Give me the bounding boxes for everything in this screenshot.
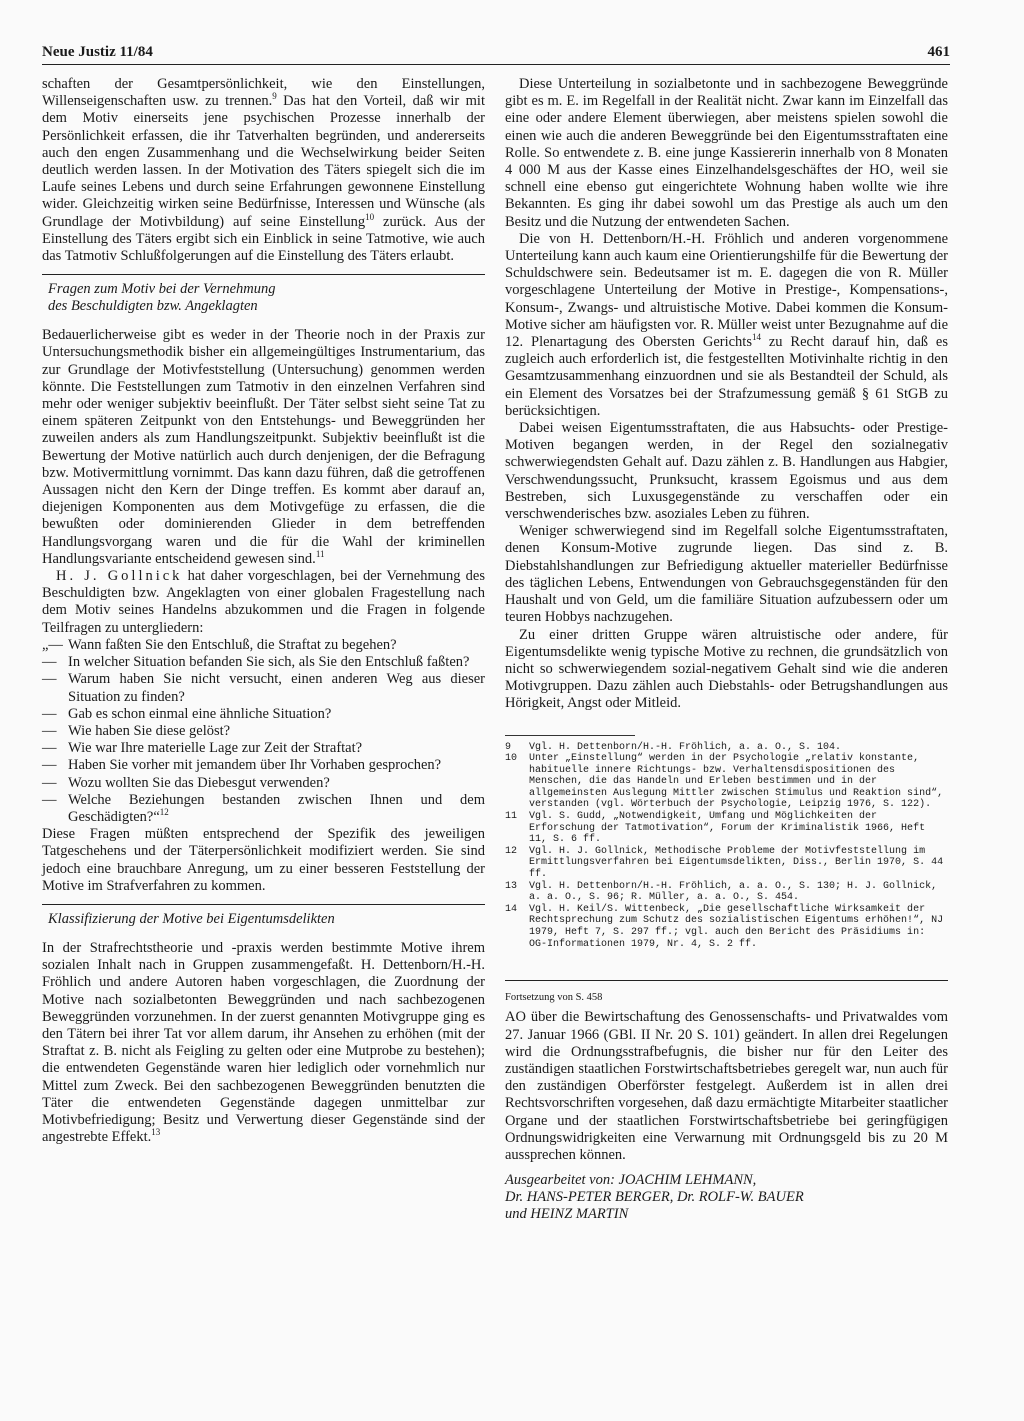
section-divider <box>42 274 485 275</box>
intro-text-b: Das hat den Vorteil, daß wir mit dem Motiv einerseits jene psychischen Prozesse innerhalb der Persönlichkeit erfassen, die ihr Tatverhalten begründen, und andererseits auch den engen Zusammenhang und die Wechselwirkung beider Seiten deutlich werden lassen. In der Motivation des Täters spiegelt sich die im Laufe seines Lebens und durch seine Erfahrungen gewonnene Einstellung wider. Gleichzeitig wirken seine Bedürfnisse, Interessen und Wünsche (als Grundlage der Motivbildung) auf seine Einstellung <box>42 93 485 230</box>
paragraph-text: Die von H. Dettenborn/H.-H. Fröhlich und anderen vorgenommene Unterteilung kann auch kaum eine Orientierungshilfe für die Bewertung der Schuldschwere sein. Bedeutsamer ist m. E. dagegen die von R. Müller vorgeschlagene Unterteilung der Motive in Prestige-, Kompensations-, Konsum-, Zwangs- und altruistische Motive. Dabei kommen die Konsum-Motive sicher am häufigsten vor. R. Müller weist unter Bezugnahme auf die 12. Plenartagung des Obersten Gerichts <box>505 230 948 351</box>
footnote: 12 Vgl. H. J. Gollnick, Methodische Probleme der Motivfeststellung im Ermittlungsverfahren bei Eigentumsdelikten, Diss., Berlin 1970, S. 44 ff. <box>505 845 944 881</box>
paragraph-text: zu Recht darauf hin, daß es zugleich auch erforderlich ist, die festgestellten Motivinhalte richtig in den Gesamtzusammenhang einzuordnen und sie als Bestandteil der Schuld, als ein Element des Vorsatzes bei der Strafzumessung gemäß § 61 StGB zu berücksichtigen. <box>505 334 948 419</box>
page-number: 461 <box>927 44 950 60</box>
paragraph-strafrechtstheorie <box>42 940 485 1146</box>
section-divider <box>42 904 485 905</box>
section-heading-vernehmung <box>48 281 485 315</box>
paragraph-gollnick <box>42 568 485 637</box>
paragraph-text: In der Strafrechtstheorie und -praxis werden bestimmte Motive ihrem sozialen Inhalt nach in Gruppen zusammengefaßt. H. Dettenborn/H.-H. Fröhlich und andere Autoren haben vorgeschlagen, die Zuordnung der Motive nach sozialbetonten Beweggründen und nach sachbezogenen Beweggründen vorzunehmen. In der zuerst genannten Motivgruppe ging es den Tätern bei ihrer Tat vor allem darum, ihr Ansehen zu erhöhen (mit der Straftat z. B. nicht als Feigling zu gelten oder eine Mutprobe zu bestehen); die entwendeten Gegenstände waren hier lediglich oder vornehmlich nur Mittel zum Zweck. Bei den sachbezogenen Beweggründen benutzten die Täter die entwendeten Gegenstände dagegen unmittelbar zur Motivbefriedigung; Besitz und Verwertung dieser Gegenstände sind der angestrebte Effekt. <box>42 939 485 1146</box>
author-name: H. J. Gollnick <box>56 568 183 585</box>
list-item: — Wozu wollten Sie das Diebesgut verwenden? <box>42 774 330 791</box>
running-header <box>42 44 950 65</box>
footnote-ref-12: 12 <box>159 807 169 818</box>
journal-issue: Neue Justiz 11/84 <box>42 44 153 60</box>
continuation-text: AO über die Bewirtschaftung des Genossenschafts- und Privatwaldes vom 27. Januar 1966 (GBl. II Nr. 20 S. 101) geändert. In allen drei Regelungen wird die Ordnungsstrafbefugnis, die bisher nur für den Leiter des zuständigen staatlichen Forstwirtschaftsbetriebes geregelt war, nun auch für den zuständigen Oberförster festgelegt. Außerdem ist in allen drei Rechtsvorschriften vorgesehen, daß dazu ermächtigte Mitarbeiter staatlicher Organe und der staatlichen Forstwirtschaftsbetriebe bei geringfügigen Ordnungswidrigkeiten eine Verwarnung mit Ordnungsgeld bis zu 20 M aussprechen können. <box>505 1009 948 1164</box>
heading-line-2: des Beschuldigten bzw. Angeklagten <box>48 298 258 315</box>
footnote-ref-11: 11 <box>315 549 325 560</box>
paragraph-text: Bedauerlicherweise gibt es weder in der Theorie noch in der Praxis zur Untersuchungsmethodik bisher ein allgemeingültiges Instrumentarium, das zur Grundlage der Motivfeststellung (Untersuchung) genommen werden könnte. Die Feststellungen zum Tatmotiv in den einzelnen Verfahren sind mehr oder weniger subjektiv beeinflußt. Der Täter selbst sieht seine Tat zu einem späteren Zeitpunkt von den Entstehungs- und Beweggründen her zuweilen anders als zum Handlungszeitpunkt. Subjektiv beeinflußt ist die Bewertung der Motive natürlich auch durch denjenigen, der die Befragung bzw. Motivermittlung vornimmt. Das kann dazu führen, daß die getroffenen Aussagen nicht den Kern der Dinge treffen. Es kommt aber darauf an, diejenigen Komponenten aus dem Motivgefüge zu erfassen, die die bewußten oder dominierenden Glieder in dem betreffenden Handlungsvorgang waren und die für die Wahl der kriminellen Handlungsvariante entscheidend gewesen sind. <box>42 327 485 567</box>
intro-paragraph <box>42 76 485 265</box>
footnote-divider <box>505 735 635 736</box>
paragraph-modifiziert: Diese Fragen müßten entsprechend der Spezifik des jeweiligen Tatgeschehens und der Täterpersönlichkeit modifiziert werden. Sie sind jedoch eine brauchbare Anregung, um zu einer besseren Feststellung der Motive im Strafverfahren zu kommen. <box>42 826 485 894</box>
footnote: 13 Vgl. H. Dettenborn/H.-H. Fröhlich, a. a. O., S. 130; H. J. Gollnick, a. a. O., S. 96; R. Müller, a. a. O., S. 454. <box>505 880 938 904</box>
question-list <box>42 637 485 826</box>
paragraph-konsum: Weniger schwerwiegend sind im Regelfall solche Eigentumsstraftaten, denen Konsum-Motive zugrunde liegen. Das sind z. B. Diebstahlshandlungen zur Befriedigung aktueller materieller Bedürfnisse des täglichen Lebens, Entwendungen von Gebrauchsgegenständen für den Haushalt und von Geld, um die familiäre Situation aufzubessern oder um teuren Hobbys nachzugehen. <box>505 523 948 626</box>
footnote: 14 Vgl. H. Keil/S. Wittenbeck, „Die gesellschaftliche Wirksamkeit der Rechtsprechung zum Schutz des sozialistischen Eigentums erhöhen!“, NJ 1979, Heft 7, S. 297 ff.; vgl. auch den Bericht des Präsidiums in: OG-Informationen 1979, Nr. 4, S. 2 ff. <box>505 903 944 950</box>
list-item: — Wie war Ihre materielle Lage zur Zeit der Straftat? <box>42 740 363 757</box>
footnote: 10 Unter „Einstellung“ werden in der Psychologie „relativ konstante, habituelle innere Richtungs- bzw. Verhaltensdispositionen des Menschen, die das Handeln und Erleben bestimmen und in der allgemeinsten Auslegung Mittler zwischen Stimulus und Reaktion sind“, verstanden (vgl. Wörterbuch der Psychologie, Leipzig 1976, S. 122). <box>505 753 944 811</box>
footnote-ref-14: 14 <box>751 332 761 343</box>
continuation-divider <box>505 980 948 981</box>
author-line-2: Dr. HANS-PETER BERGER, Dr. ROLF-W. BAUER <box>505 1189 804 1206</box>
paragraph-text: hat daher vorgeschlagen, bei der Vernehmung des Beschuldigten bzw. Angeklagten von einer globalen Fragestellung nach dem Motiv seines Handelns abzukommen und die Fragen in folgende Teilfragen zu untergliedern: <box>42 568 485 636</box>
footnote-ref-13: 13 <box>151 1127 161 1138</box>
author-credits <box>505 1172 948 1223</box>
right-column <box>505 76 948 1223</box>
footnote-ref-9: 9 <box>272 91 277 102</box>
list-item: — Warum haben Sie nicht versucht, einen anderen Weg aus dieser Situation zu finden? <box>42 671 485 705</box>
footnote: 11 Vgl. S. Gudd, „Notwendigkeit, Umfang und Möglichkeiten der Erforschung der Tatmotivation“, Forum der Kriminalistik 1966, Heft 11, S. 6 ff. <box>505 811 926 846</box>
footnote-ref-10: 10 <box>365 211 375 222</box>
list-item: — Gab es schon einmal eine ähnliche Situation? <box>42 705 332 722</box>
author-line-3: und HEINZ MARTIN <box>505 1206 629 1223</box>
list-item: — Haben Sie vorher mit jemandem über Ihr Vorhaben gesprochen? <box>42 757 442 774</box>
heading-line-1: Fragen zum Motiv bei der Vernehmung <box>48 281 276 298</box>
paragraph-instrumentarium <box>42 327 485 568</box>
footnote: 9 Vgl. H. Dettenborn/H.-H. Fröhlich, a. a. O., S. 104. <box>505 741 842 753</box>
continuation-label: Fortsetzung von S. 458 <box>505 992 603 1004</box>
list-item: — In welcher Situation befanden Sie sich, als Sie den Entschluß faßten? <box>42 654 470 671</box>
intro-text-a: schaften der Gesamtpersönlichkeit, wie den Einstellungen, Willenseigenschaften usw. zu trennen. <box>42 76 485 110</box>
list-item: „— Wann faßten Sie den Entschluß, die Straftat zu begehen? <box>42 636 397 653</box>
intro-text-c: zurück. Aus der Einstellung des Täters ergibt sich ein Einblick in seine Tatmotive, wie auch das Tatmotiv Schlußfolgerungen auf die Einstellung des Täters erlaubt. <box>42 213 485 265</box>
paragraph-habsucht: Dabei weisen Eigentumsstraftaten, die aus Habsuchts- oder Prestige-Motiven begangen werden, in der Regel den sozialnegativ schwerwiegendsten Gehalt auf. Dazu zählen z. B. Handlungen aus Habgier, Verschwendungssucht, Prunksucht, krassem Egoismus und aus dem Bestreben, sich Luxusgegenstände zu verschaffen oder ein verschwenderisches bzw. asoziales Leben zu führen. <box>505 420 948 523</box>
list-item: — Wie haben Sie diese gelöst? <box>42 722 231 739</box>
author-line-1: Ausgearbeitet von: JOACHIM LEHMANN, <box>505 1172 757 1189</box>
footnotes <box>505 742 948 951</box>
paragraph-altruistisch: Zu einer dritten Gruppe wären altruistische oder andere, für Eigentumsdelikte wenig typische Motive zu rechnen, die grundsätzlich von nicht so schwerwiegendem sozial-negativem Gehalt sind wie die anderen Motivgruppen. Dazu zählen auch Diebstahls- oder Betrugshandlungen aus Hörigkeit, Angst oder Mitleid. <box>505 626 948 712</box>
left-column <box>42 76 485 1146</box>
paragraph-dettenborn <box>505 231 948 420</box>
paragraph-unterteilung: Diese Unterteilung in sozialbetonte und in sachbezogene Beweggründe gibt es m. E. im Regelfall in der Realität nicht. Zwar kann im Einzelfall das eine oder andere Element überwiegen, aber meistens spielen sowohl die einen wie auch die anderen Beweggründe bei den Eigentumsstraftaten eine Rolle. So entwendete z. B. eine junge Kassiererin innerhalb von 8 Monaten 4 000 M aus der Kasse eines Einzelhandelsgeschäftes der HO, weil sie schnell eine ebenso gut eingerichtete Wohnung haben wollte wie ihre Bekannten. Es ging ihr dabei sowohl um das Prestige als auch um den Besitz und die Nutzung der entwendeten Sachen. <box>505 76 948 230</box>
section-heading-klassifizierung: Klassifizierung der Motive bei Eigentumsdelikten <box>48 910 335 927</box>
list-item: — Welche Beziehungen bestanden zwischen Ihnen und dem Geschädigten?“$^{12}$ <box>42 791 485 825</box>
